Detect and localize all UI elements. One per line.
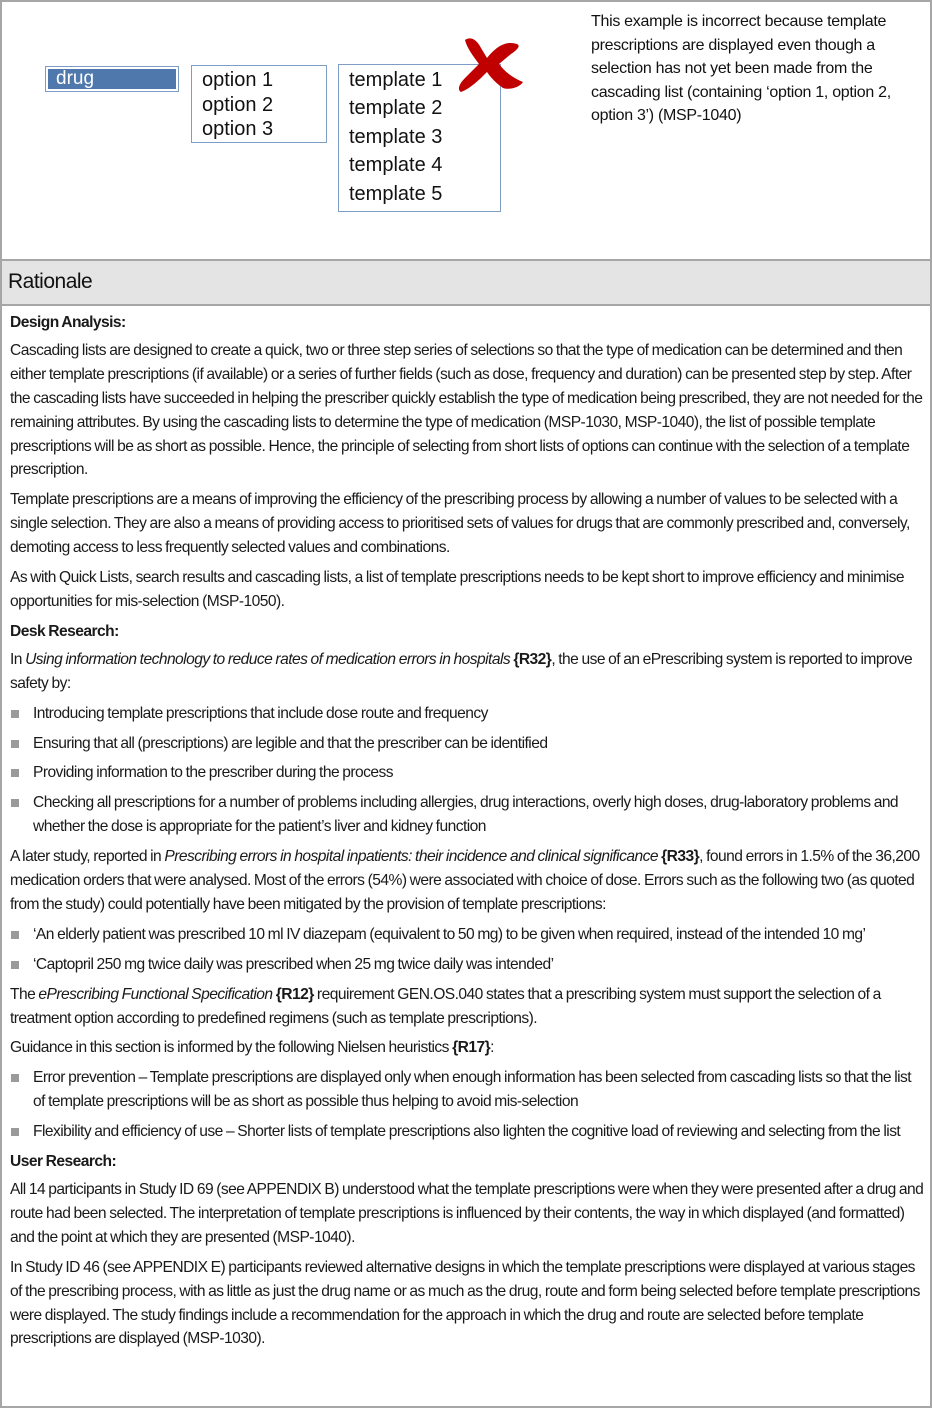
text: : (490, 1039, 494, 1057)
list-item (10, 702, 926, 726)
list-item (10, 1066, 926, 1114)
reference-tag: {R17} (452, 1039, 491, 1057)
list-item-text: Error prevention – Template prescriptions are displayed only when enough information has been selected from cascading lists so that the list of template prescriptions will be as short as possible thus helping to avoid mis-selection (33, 1069, 912, 1111)
text: , the use of an ePrescribing system is reported to improve safety by: (10, 650, 913, 692)
paragraph (10, 648, 926, 696)
reference-tag: {R33} (661, 848, 700, 866)
rationale-header (2, 261, 930, 306)
text: In (10, 650, 26, 668)
option-item[interactable]: option 3 (202, 118, 274, 140)
square-bullet-icon (11, 931, 19, 939)
drug-field-value: drug (48, 69, 176, 89)
square-bullet-icon (11, 710, 19, 718)
paragraph: As with Quick Lists, search results and cascading lists, a list of template prescriptions needs to be kept short to improve efficiency and minimise opportunities for mis-selection (MSP-1050). (10, 569, 904, 610)
list-item (10, 761, 926, 785)
paragraph: In Study ID 46 (see APPENDIX E) participants reviewed alternative designs in which the template prescriptions were displayed at various stages of the prescribing process, with as little as just the drug name or as much as the drug, route and form being selected before template prescriptions were displayed. The study findings include a recommendation for the approach in which the drug and route are selected before template prescriptions are displayed (MSP-1030). (10, 1258, 920, 1348)
reference-tag: {R12} (275, 985, 314, 1003)
text: The (10, 985, 39, 1003)
list-item-text: Ensuring that all (prescriptions) are legible and that the prescriber can be identified (33, 734, 548, 752)
list-item (10, 953, 926, 977)
list-item-text: Checking all prescriptions for a number of problems including allergies, drug interactions, overly high doses, drug-laboratory problems and whether the dose is appropriate for the patient’s liver and kidney function (33, 794, 899, 836)
square-bullet-icon (11, 1128, 19, 1136)
paragraph: Template prescriptions are a means of improving the efficiency of the prescribing process by allowing a number of values to be selected with a single selection. They are also a means of providing access to prioritised sets of values for drugs that are commonly prescribed and, conversely, demoting access to less frequently selected values and combinations. (10, 491, 910, 557)
list-item-text: Providing information to the prescriber during the process (33, 764, 394, 782)
square-bullet-icon (11, 740, 19, 748)
list-item (10, 791, 926, 839)
desk-research-heading: Desk Research: (10, 622, 119, 640)
template-item[interactable]: template 5 (349, 182, 443, 205)
user-research-heading: User Research: (10, 1153, 117, 1171)
square-bullet-icon (11, 769, 19, 777)
list-item (10, 732, 926, 756)
list-item (10, 923, 926, 947)
template-item[interactable]: template 4 (349, 154, 443, 177)
example-caption: This example is incorrect because template prescriptions are displayed even though a selection has not yet been made from the cascading list (containing ‘option 1, option 2, option 3’) (MSP-1040) (591, 13, 891, 124)
text: , found errors in 1.5% of the 36,200 medication orders that were analysed. Most of the errors (54%) were associated with choice of dose. Errors such as the following two (as quoted from the study) could potentially have been mitigated by the provision of template prescriptions: (10, 848, 920, 913)
option-item[interactable]: option 2 (202, 93, 274, 116)
paragraph (10, 845, 926, 917)
text: A later study, reported in (10, 848, 165, 866)
template-item[interactable]: template 2 (349, 97, 443, 120)
paragraph (10, 983, 926, 1031)
list-item-text: ‘An elderly patient was prescribed 10 ml IV diazepam (equivalent to 50 mg) to be given when required, instead of the intended 10 mg’ (33, 925, 866, 943)
citation-title: Using information technology to reduce rates of medication errors in hospitals (25, 650, 511, 668)
bullet-list (10, 702, 926, 840)
citation-title: Prescribing errors in hospital inpatients: their incidence and clinical significance (164, 848, 658, 866)
design-analysis-heading: Design Analysis: (10, 314, 126, 331)
bullet-list (10, 1066, 926, 1144)
template-item[interactable]: template 1 (349, 69, 443, 91)
list-item (10, 1120, 926, 1144)
drug-field[interactable] (45, 66, 179, 92)
red-x-icon (447, 34, 527, 94)
list-item-text: Introducing template prescriptions that include dose route and frequency (33, 704, 488, 722)
cascading-options-list[interactable] (191, 65, 327, 143)
list-item-text: Flexibility and efficiency of use – Shorter lists of template prescriptions also lighten the cognitive load of reviewing and selecting from the list (33, 1123, 901, 1141)
square-bullet-icon (11, 799, 19, 807)
citation-title: ePrescribing Functional Specification (38, 985, 273, 1003)
list-item-text: ‘Captopril 250 mg twice daily was prescribed when 25 mg twice daily was intended’ (33, 955, 554, 973)
square-bullet-icon (11, 1074, 19, 1082)
rationale-content (10, 306, 926, 1357)
paragraph: All 14 participants in Study ID 69 (see APPENDIX B) understood what the template prescriptions were when they were presented after a drug and route had been selected. The interpretation of template prescriptions is influenced by their contents, the way in which displayed (and formatted) and the point at which they are presented (MSP-1040). (10, 1181, 924, 1246)
bullet-list (10, 923, 926, 977)
square-bullet-icon (11, 961, 19, 969)
paragraph (10, 1036, 926, 1060)
text: Guidance in this section is informed by the following Nielsen heuristics (10, 1039, 453, 1057)
option-item[interactable]: option 1 (202, 69, 274, 91)
example-illustration (2, 2, 930, 261)
paragraph: Cascading lists are designed to create a quick, two or three step series of selections so that the type of medication can be determined and then either template prescriptions (if available) or a series of further fields (such as dose, frequency and duration) can be presented step by step. After the cascading lists have succeeded in helping the prescriber quickly establish the type of medication being prescribed, they are not needed for the remaining attributes. By using the cascading lists to determine the type of medication (MSP-1030, MSP-1040), the list of possible template prescriptions will be as short as possible. Hence, the principle of selecting from short lists of options can continue with the selection of a template prescription. (10, 341, 923, 479)
text: requirement GEN.OS.040 states that a prescribing system must support the selection of a treatment option according to predefined regimens (such as template prescriptions). (10, 985, 881, 1027)
reference-tag: {R32} (513, 650, 552, 668)
rationale-title: Rationale (8, 270, 93, 293)
template-item[interactable]: template 3 (349, 125, 443, 148)
